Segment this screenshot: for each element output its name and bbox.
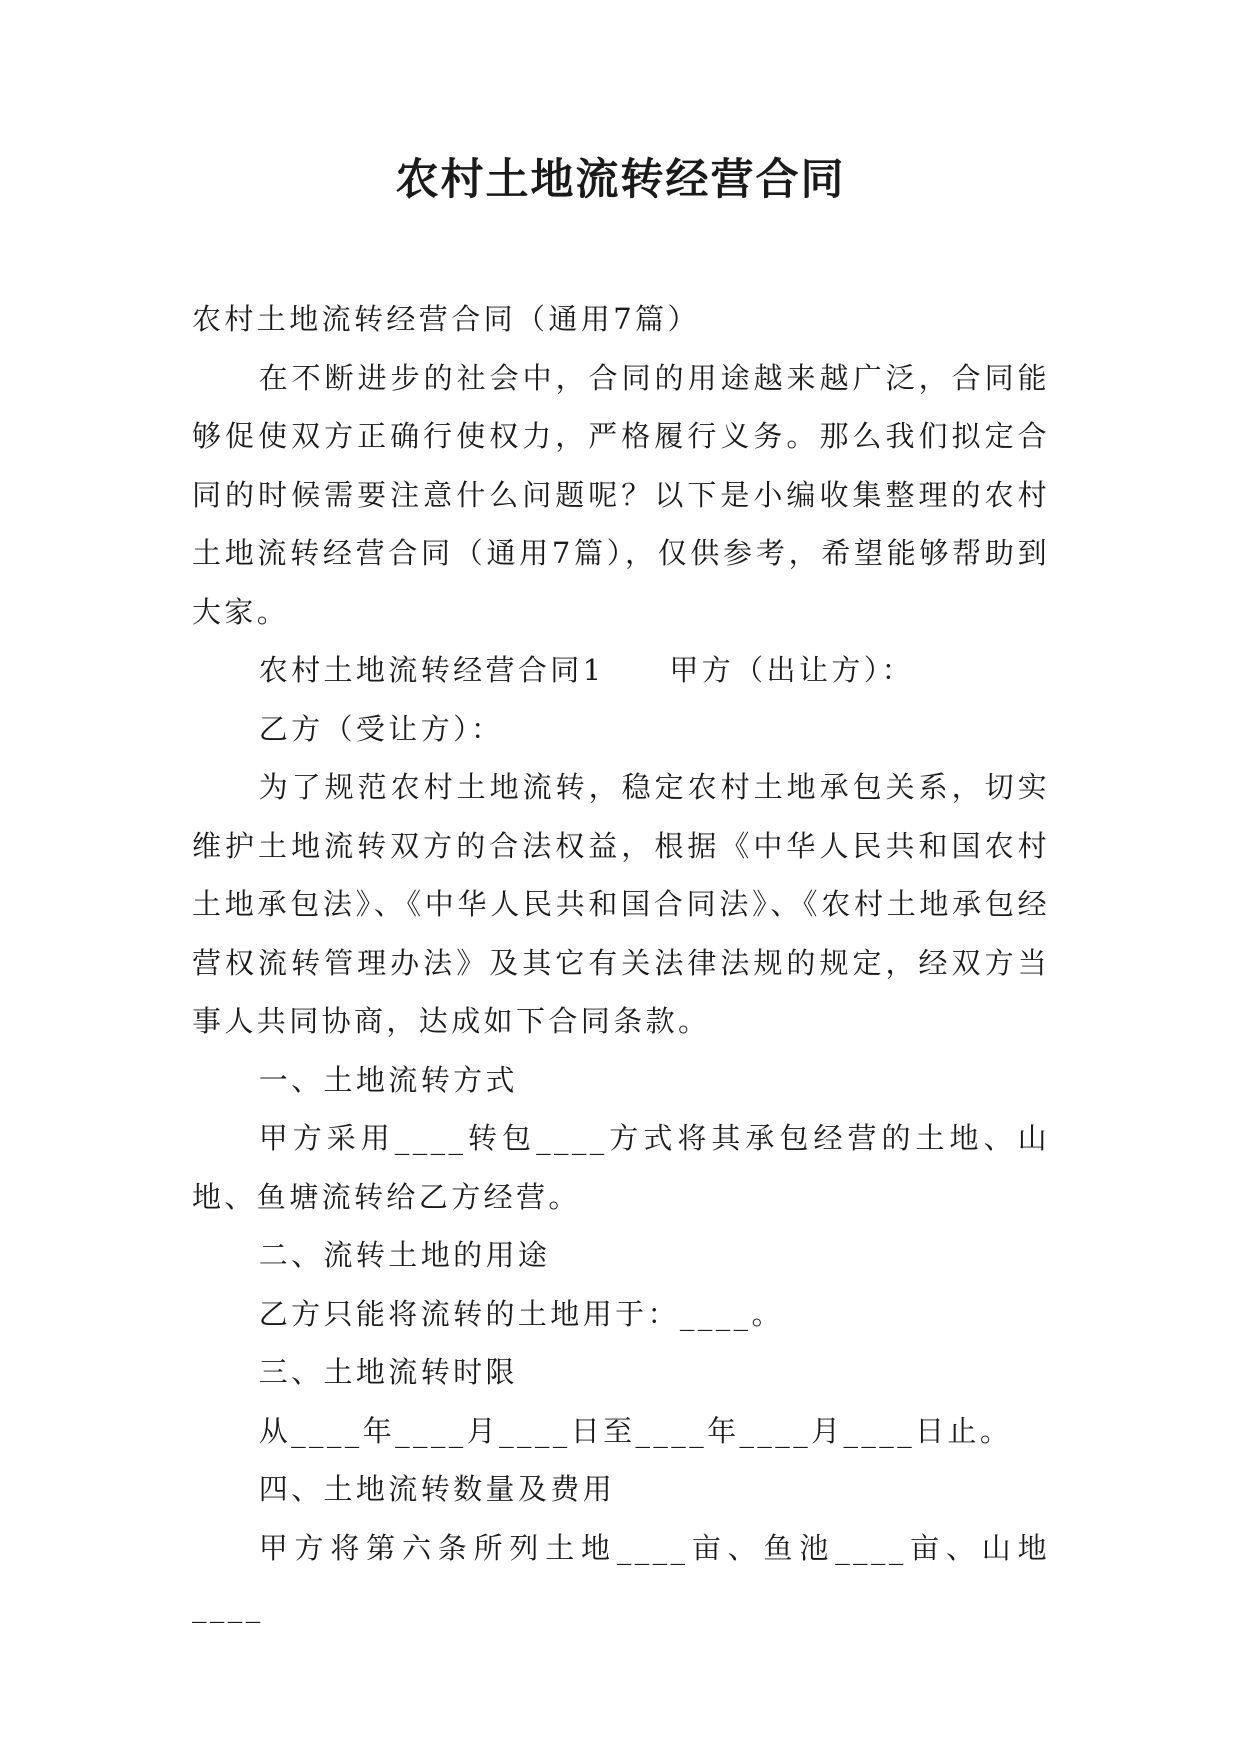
document-paragraph: 农村土地流转经营合同（通用7篇） [192,302,700,336]
document-paragraph: 乙方只能将流转的土地用于：____。 [258,1296,784,1331]
document-paragraph: 农村土地流转经营合同1 甲方（出让方）： [258,653,915,687]
document-paragraph: 四、土地流转数量及费用 [258,1472,616,1506]
document-paragraph: 从____年____月____日至____年____月____日止。 [258,1413,1013,1448]
document-paragraph: 为了规范农村土地流转，稳定农村土地承包关系，切实维护土地流转双方的合法权益，根据《中华人民共和国农村土地承包法》、《中华人民共和国合同法》、《农村土地承包经营权流转管理办法》及其它有关法律法规的规定，经双方当事人共同协商，达成如下合同条款。 [192,770,1050,1038]
document-title: 农村土地流转经营合同 [395,155,846,205]
document-paragraph: 在不断进步的社会中，合同的用途越来越广泛，合同能够促使双方正确行使权力，严格履行义务。那么我们拟定合同的时候需要注意什么问题呢？以下是小编收集整理的农村土地流转经营合同（通用7篇），仅供参考，希望能够帮助到大家。 [192,360,1050,629]
document-body [192,290,1050,1636]
document-paragraph: 乙方（受让方）： [258,711,504,746]
document-paragraph: 二、流转土地的用途 [258,1238,551,1272]
document-paragraph: 甲方采用____转包____方式将其承包经营的土地、山地、鱼塘流转给乙方经营。 [192,1121,1050,1214]
document-paragraph: 甲方将第六条所列土地____亩、鱼池____亩、山地____ [192,1530,1050,1623]
document-paragraph: 一、土地流转方式 [258,1062,518,1097]
document-paragraph: 三、土地流转时限 [258,1355,518,1389]
